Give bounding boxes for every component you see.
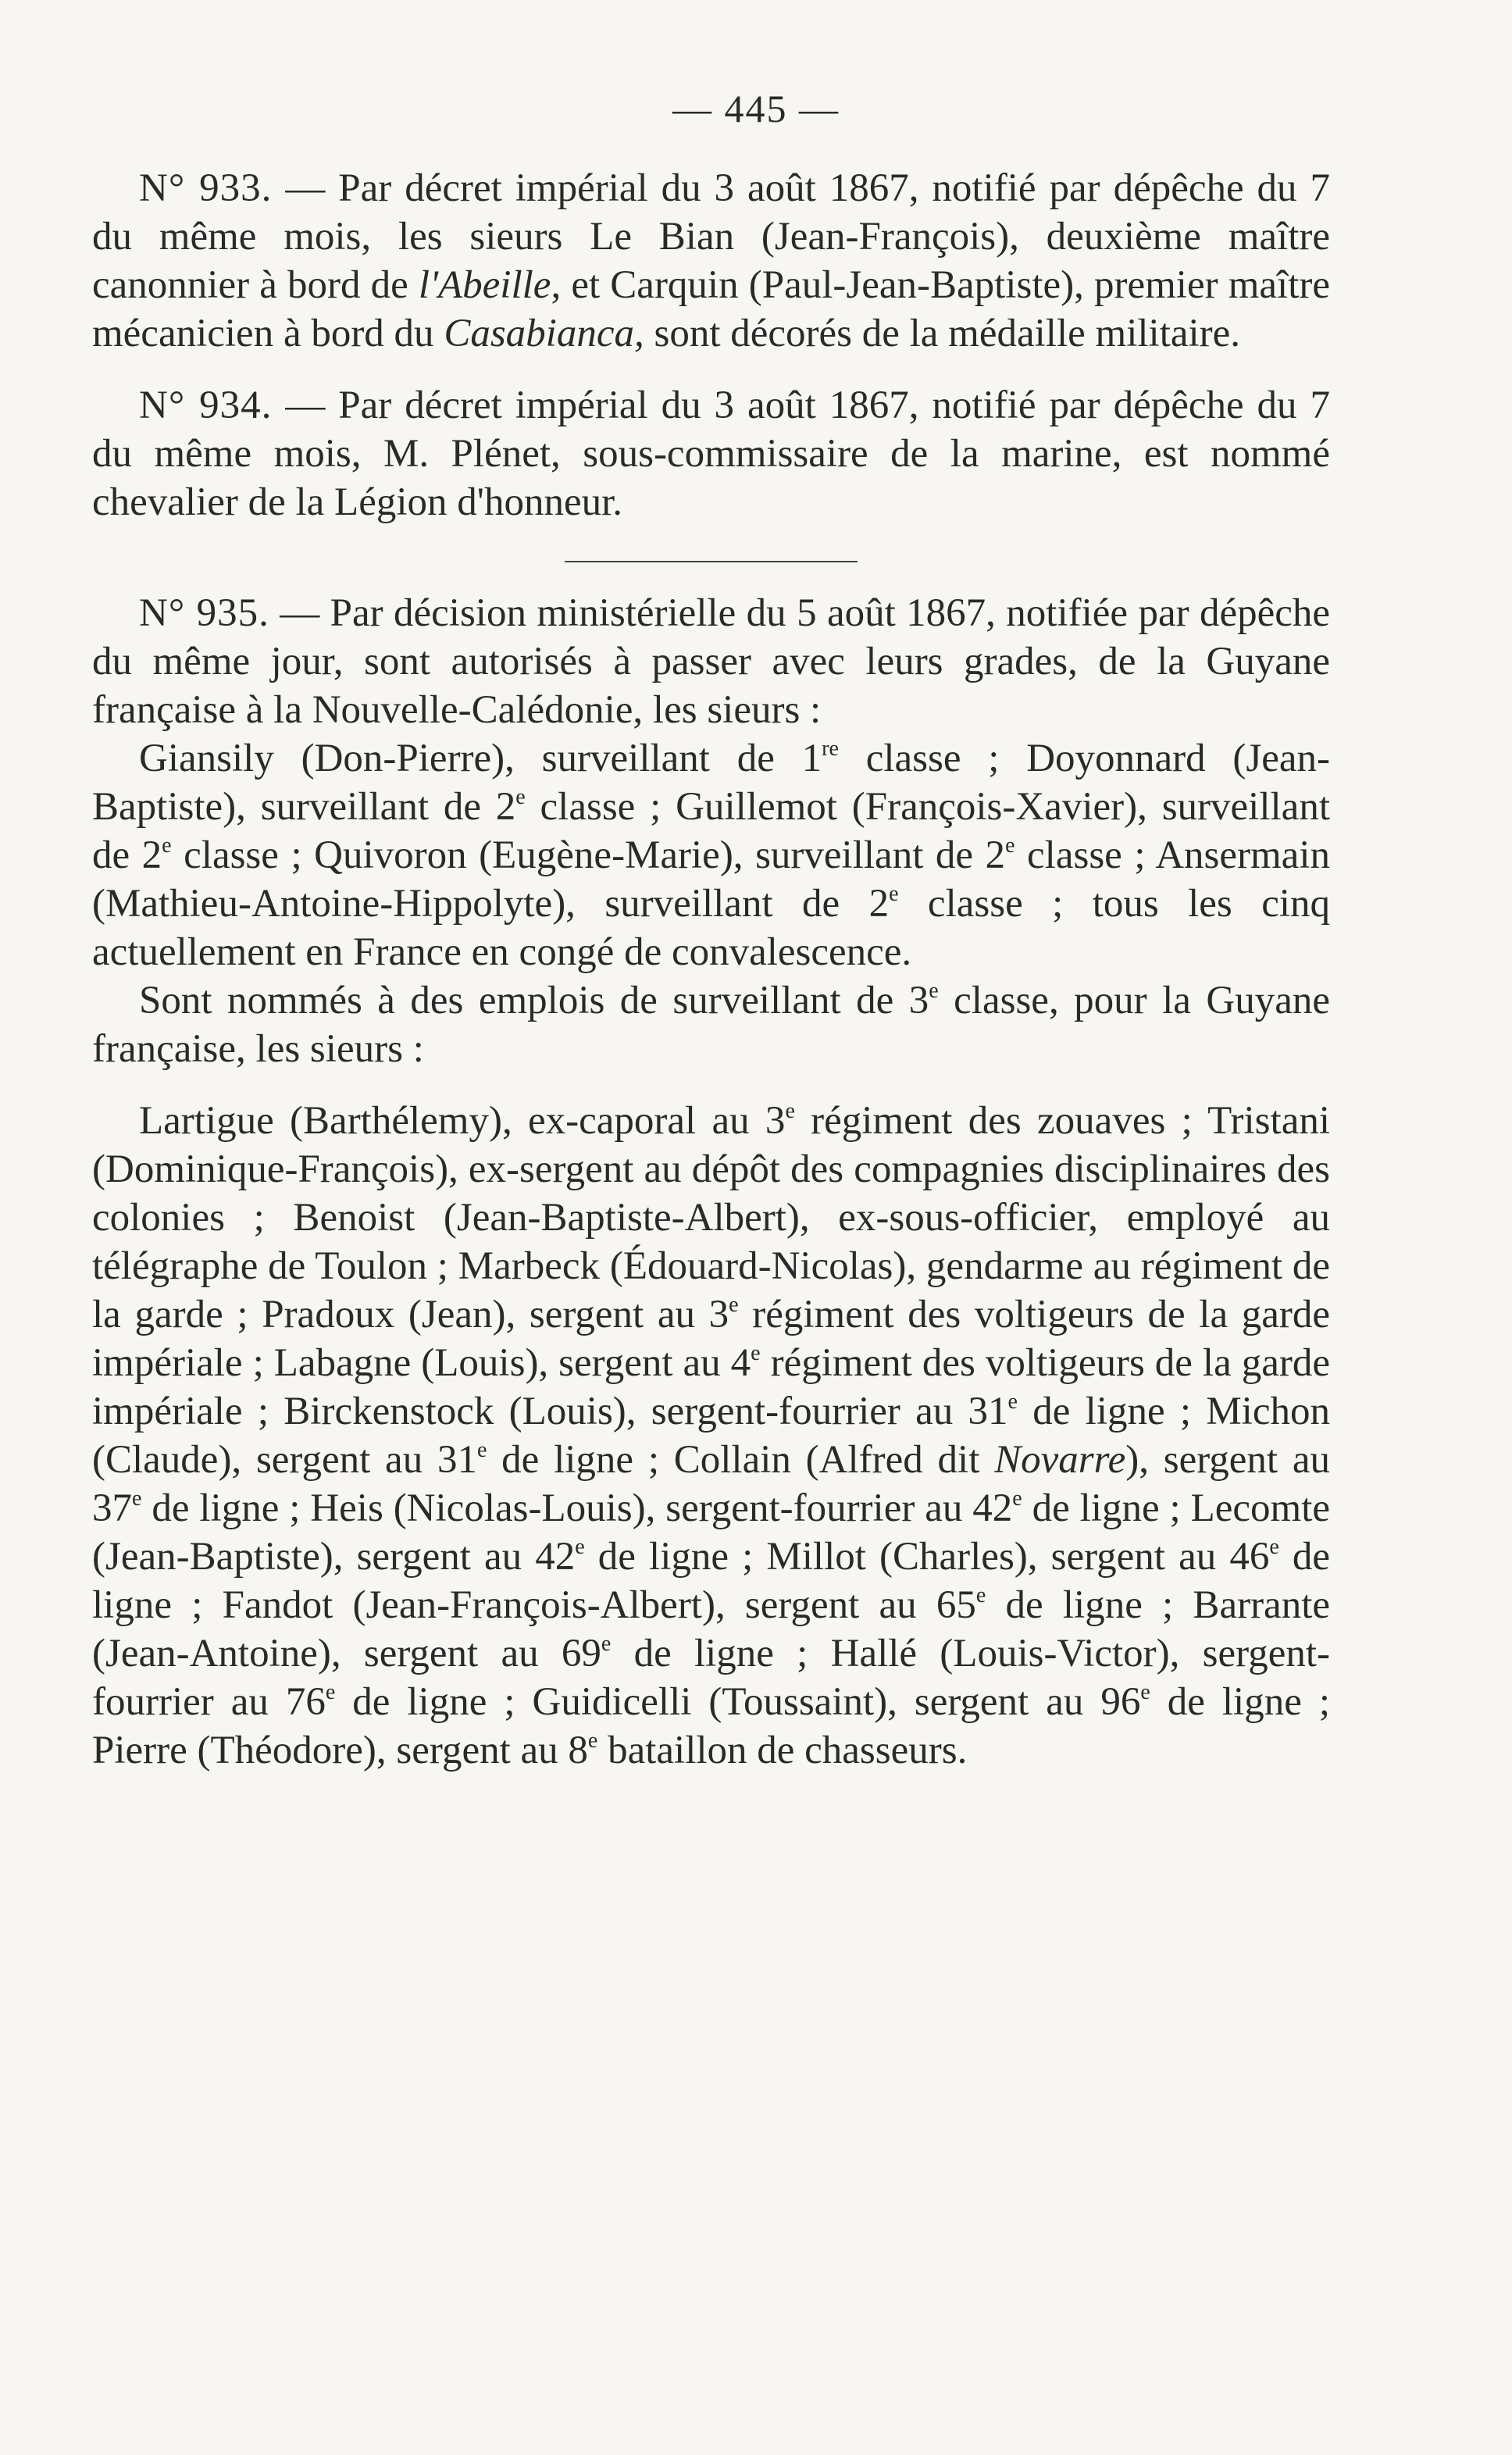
- list-text: de ligne ; Lecomte (Jean-Baptiste), sergent au 42: [92, 1486, 1330, 1579]
- ordinal-suffix: e: [785, 1099, 795, 1123]
- list-text: Giansily (Don-Pierre), surveillant de 1: [139, 737, 822, 780]
- list-text: régiment des voltigeurs de la garde impériale ; Labagne (Louis), sergent au 4: [92, 1293, 1330, 1385]
- ordinal-suffix: e: [975, 1583, 986, 1608]
- list-text: de ligne ; Barrante (Jean-Antoine), sergent au 69: [92, 1583, 1330, 1675]
- section-divider: [565, 561, 858, 562]
- ordinal-suffix: e: [929, 979, 939, 1003]
- list-text: régiment des zouaves ; Tristani (Dominique-François), ex-sergent au dépôt des compagnies disciplinaires des colonies ; Benoist (Jean-Baptiste-Albert), ex-sous-officier, employé au télégraphe de Toulon ; Marbeck (Édouard-Nicolas), gendarme au régiment de la garde ; Pradoux (Jean), sergent au 3: [92, 1099, 1330, 1336]
- entry-number: N° 934.: [139, 384, 273, 427]
- ordinal-suffix: e: [601, 1632, 612, 1656]
- list-text: classe ; Quivoron (Eugène-Marie), surveillant de 2: [171, 833, 1006, 877]
- list-text: ), sergent au 37: [92, 1438, 1330, 1530]
- ordinal-suffix: e: [1005, 833, 1015, 858]
- ordinal-suffix: e: [1012, 1486, 1022, 1511]
- list-text: de ligne ; Hallé (Louis-Victor), sergent-fourrier au 76: [92, 1632, 1330, 1724]
- entry-934: [92, 381, 1330, 526]
- ship-name: Casabianca,: [444, 312, 644, 355]
- list-text: classe ; Guillemot (François-Xavier), surveillant de 2: [92, 785, 1330, 877]
- intro-text: classe, pour la Guyane française, les sieurs :: [92, 979, 1330, 1071]
- document-body: [92, 164, 1330, 1775]
- ordinal-suffix: e: [325, 1680, 336, 1704]
- list-text: de ligne ; Collain (Alfred dit: [487, 1438, 995, 1482]
- ordinal-suffix: e: [132, 1486, 142, 1511]
- list-text: Lartigue (Barthélemy), ex-caporal au 3: [139, 1099, 786, 1143]
- list-text: de ligne ; Heis (Nicolas-Louis), sergent-fourrier au 42: [141, 1486, 1013, 1530]
- list-text: classe ; Ansermain (Mathieu-Antoine-Hippolyte), surveillant de 2: [92, 833, 1330, 926]
- ordinal-suffix: e: [729, 1293, 739, 1317]
- ordinal-suffix: e: [1269, 1535, 1279, 1559]
- list-text: de ligne ; Millot (Charles), sergent au 46: [584, 1535, 1270, 1579]
- entry-text: , et Carquin (Paul-Jean-Baptiste), premier maître mécanicien à bord du: [92, 263, 1330, 355]
- list-text: de ligne ; Michon (Claude), sergent au 31: [92, 1390, 1330, 1482]
- entry-number: N° 933.: [139, 166, 273, 210]
- ordinal-suffix: e: [751, 1341, 761, 1365]
- ordinal-suffix: e: [587, 1729, 598, 1753]
- ordinal-suffix: e: [162, 833, 172, 858]
- entry-number: N° 935.: [139, 591, 269, 635]
- list-text: de ligne ; Guidicelli (Toussaint), sergent au 96: [335, 1680, 1141, 1724]
- ordinal-suffix: e: [575, 1535, 585, 1559]
- entry-text: — Par décision ministérielle du 5 août 1867, notifiée par dépêche du même jour, sont autorisés à passer avec leurs grades, de la Guyane française à la Nouvelle-Calédonie, les sieurs :: [92, 591, 1330, 732]
- entry-935: [92, 589, 1330, 734]
- entry-text: sont décorés de la médaille militaire.: [644, 312, 1241, 355]
- ship-name: l'Abeille: [418, 263, 551, 307]
- list-text: de ligne ; Fandot (Jean-François-Albert), sergent au 65: [92, 1535, 1331, 1627]
- ordinal-suffix: e: [1140, 1680, 1150, 1704]
- list-text: classe ; tous les cinq actuellement en France en congé de convalescence.: [92, 882, 1330, 974]
- ordinal-suffix: re: [822, 737, 839, 761]
- page-number: — 445 —: [672, 87, 840, 130]
- appointment-intro: [92, 976, 1330, 1073]
- ordinal-suffix: e: [515, 785, 526, 809]
- alias-name: Novarre: [994, 1438, 1126, 1482]
- list-text: de ligne ; Pierre (Théodore), sergent au 8: [92, 1680, 1330, 1772]
- list-text: régiment des voltigeurs de la garde impériale ; Birckenstock (Louis), sergent-fourrier au 31: [92, 1341, 1330, 1433]
- intro-text: Sont nommés à des emplois de surveillant de 3: [139, 979, 929, 1022]
- ordinal-suffix: e: [1007, 1390, 1018, 1414]
- entry-text: — Par décret impérial du 3 août 1867, notifié par dépêche du 7 du même mois, les sieurs Le Bian (Jean-François), deuxième maître canonnier à bord de: [92, 166, 1330, 307]
- entry-933: [92, 164, 1330, 358]
- transfer-list: [92, 734, 1330, 976]
- ordinal-suffix: e: [476, 1438, 487, 1462]
- ordinal-suffix: e: [889, 882, 899, 906]
- list-text: classe ; Doyonnard (Jean-Baptiste), surveillant de 2: [92, 737, 1331, 829]
- list-text: bataillon de chasseurs.: [597, 1729, 968, 1772]
- entry-text: — Par décret impérial du 3 août 1867, notifié par dépêche du 7 du même mois, M. Plénet, sous-commissaire de la marine, est nommé chevalier de la Légion d'honneur.: [92, 384, 1330, 524]
- appointment-list: [92, 1097, 1330, 1775]
